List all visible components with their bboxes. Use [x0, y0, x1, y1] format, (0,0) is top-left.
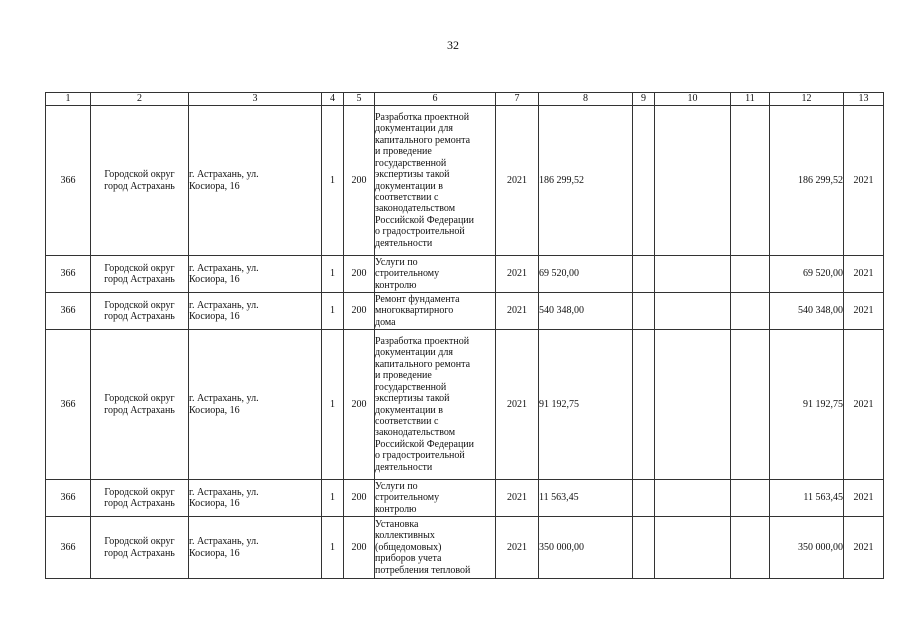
- cell-col10: [655, 330, 731, 480]
- cell-col9: [633, 330, 655, 480]
- cell-col10: [655, 517, 731, 579]
- cell-address: [189, 293, 322, 330]
- cell-number: 366: [46, 517, 91, 579]
- cell-total: 350 000,00: [770, 517, 844, 579]
- cell-col10: [655, 293, 731, 330]
- cell-municipality-line: город Астрахань: [104, 404, 175, 416]
- page-number: 32: [447, 38, 459, 52]
- cell-col5: 200: [344, 480, 375, 517]
- cell-work-type: [375, 517, 496, 579]
- cell-work-type-line: деятельности: [375, 237, 433, 249]
- cell-cost: 350 000,00: [539, 517, 633, 579]
- cell-municipality: [91, 293, 189, 330]
- cell-municipality: [91, 330, 189, 480]
- cell-address-line: Косиора, 16: [189, 180, 240, 192]
- cell-end-year: 2021: [844, 330, 884, 480]
- cell-work-type: [375, 256, 496, 293]
- cell-number: 366: [46, 293, 91, 330]
- cell-address-line: г. Астрахань, ул.: [189, 262, 259, 274]
- cell-work-type-line: многоквартирного: [375, 305, 454, 317]
- cell-address-line: Косиора, 16: [189, 274, 240, 285]
- table-row: [46, 517, 884, 579]
- cell-address-line: г. Астрахань, ул.: [189, 486, 259, 498]
- cell-col4: 1: [322, 256, 344, 293]
- cell-col5: 200: [344, 256, 375, 293]
- column-header: 3: [189, 93, 322, 106]
- cell-municipality-line: Городской округ: [104, 299, 175, 311]
- cell-work-type-line: Услуги по: [375, 480, 418, 492]
- cell-work-type-line: приборов учета: [375, 553, 442, 565]
- cell-work-type-line: капитального ремонта: [375, 358, 471, 370]
- cell-col5: 200: [344, 330, 375, 480]
- table-row: [46, 106, 884, 256]
- cell-municipality: [91, 106, 189, 256]
- cell-end-year: 2021: [844, 106, 884, 256]
- cell-year: 2021: [496, 256, 539, 293]
- cell-work-type-line: строительному: [375, 268, 440, 280]
- cell-address-line: г. Астрахань, ул.: [189, 393, 259, 405]
- cell-cost: 186 299,52: [539, 106, 633, 256]
- cell-address-line: г. Астрахань, ул.: [189, 169, 259, 181]
- cell-work-type-line: Российской Федерации: [375, 438, 475, 450]
- cell-work-type-line: документации для: [375, 123, 453, 135]
- cell-address-line: г. Астрахань, ул.: [189, 299, 259, 311]
- cell-work-type: [375, 330, 496, 480]
- cell-work-type-line: государственной: [375, 157, 447, 169]
- cell-total: 69 520,00: [770, 256, 844, 293]
- cell-total: 91 192,75: [770, 330, 844, 480]
- cell-work-type-line: соответствии с: [375, 191, 439, 203]
- table-row: [46, 480, 884, 517]
- table-body: [46, 106, 884, 579]
- cell-work-type-line: контролю: [375, 279, 417, 291]
- cell-work-type: [375, 480, 496, 517]
- cell-work-type-line: о градостроительной: [375, 450, 465, 462]
- table-row: [46, 330, 884, 480]
- cell-municipality-line: Городской округ: [104, 536, 175, 548]
- cell-col4: 1: [322, 293, 344, 330]
- cell-col10: [655, 256, 731, 293]
- cell-work-type-line: Ремонт фундамента: [375, 293, 460, 305]
- table-row: [46, 256, 884, 293]
- cell-work-type-line: экспертизы такой: [375, 169, 450, 181]
- cell-col10: [655, 480, 731, 517]
- cell-number: 366: [46, 480, 91, 517]
- cell-address: [189, 517, 322, 579]
- cell-work-type-line: и проведение: [375, 146, 432, 158]
- table-row: [46, 293, 884, 330]
- cell-number: 366: [46, 106, 91, 256]
- cell-col5: 200: [344, 293, 375, 330]
- cell-col4: 1: [322, 517, 344, 579]
- cell-work-type: [375, 106, 496, 256]
- cell-year: 2021: [496, 330, 539, 480]
- column-header: 13: [844, 93, 884, 106]
- cell-col11: [731, 256, 770, 293]
- cell-col11: [731, 293, 770, 330]
- data-table: [45, 92, 884, 579]
- cell-municipality-line: город Астрахань: [104, 274, 175, 285]
- cell-total: 186 299,52: [770, 106, 844, 256]
- cell-work-type-line: Установка: [375, 518, 419, 530]
- cell-address-line: Косиора, 16: [189, 547, 240, 559]
- cell-address-line: Косиора, 16: [189, 311, 240, 322]
- cell-col11: [731, 106, 770, 256]
- header-row: [46, 93, 884, 106]
- cell-address-line: Косиора, 16: [189, 404, 240, 416]
- cell-work-type-line: и проведение: [375, 370, 432, 382]
- cell-address-line: г. Астрахань, ул.: [189, 536, 259, 548]
- cell-address: [189, 480, 322, 517]
- cell-cost: 11 563,45: [539, 480, 633, 517]
- cell-municipality: [91, 256, 189, 293]
- cell-municipality-line: Городской округ: [104, 262, 175, 274]
- column-header: 10: [655, 93, 731, 106]
- column-header: 12: [770, 93, 844, 106]
- column-header: 6: [375, 93, 496, 106]
- cell-work-type-line: соответствии с: [375, 415, 439, 427]
- cell-work-type-line: коллективных: [375, 530, 435, 542]
- cell-municipality-line: город Астрахань: [104, 311, 175, 322]
- cell-end-year: 2021: [844, 480, 884, 517]
- cell-work-type-line: деятельности: [375, 461, 433, 473]
- cell-col4: 1: [322, 330, 344, 480]
- cell-col4: 1: [322, 480, 344, 517]
- cell-end-year: 2021: [844, 517, 884, 579]
- cell-col4: 1: [322, 106, 344, 256]
- column-header: 8: [539, 93, 633, 106]
- cell-col10: [655, 106, 731, 256]
- cell-col5: 200: [344, 517, 375, 579]
- cell-work-type-line: капитального ремонта: [375, 134, 471, 146]
- cell-work-type-line: (общедомовых): [375, 541, 442, 553]
- cell-municipality-line: город Астрахань: [104, 180, 175, 192]
- cell-work-type-line: потребления тепловой: [375, 564, 471, 576]
- cell-col11: [731, 517, 770, 579]
- cell-work-type-line: дома: [375, 316, 396, 328]
- cell-address: [189, 330, 322, 480]
- cell-municipality-line: Городской округ: [104, 169, 175, 181]
- column-header: 11: [731, 93, 770, 106]
- cell-municipality-line: город Астрахань: [104, 547, 175, 559]
- cell-work-type-line: Разработка проектной: [375, 112, 470, 124]
- cell-work-type-line: контролю: [375, 503, 417, 515]
- cell-number: 366: [46, 330, 91, 480]
- cell-year: 2021: [496, 106, 539, 256]
- column-header: 1: [46, 93, 91, 106]
- cell-cost: 69 520,00: [539, 256, 633, 293]
- cell-work-type-line: законодательством: [375, 203, 456, 215]
- cell-year: 2021: [496, 293, 539, 330]
- cell-end-year: 2021: [844, 293, 884, 330]
- cell-work-type-line: документации в: [375, 404, 443, 416]
- cell-col9: [633, 517, 655, 579]
- cell-year: 2021: [496, 517, 539, 579]
- cell-work-type-line: строительному: [375, 492, 440, 504]
- cell-year: 2021: [496, 480, 539, 517]
- column-header: 7: [496, 93, 539, 106]
- column-header: 9: [633, 93, 655, 106]
- cell-total: 11 563,45: [770, 480, 844, 517]
- cell-work-type-line: о градостроительной: [375, 226, 465, 238]
- cell-col11: [731, 330, 770, 480]
- cell-address-line: Косиора, 16: [189, 498, 240, 509]
- cell-col9: [633, 106, 655, 256]
- cell-total: 540 348,00: [770, 293, 844, 330]
- cell-work-type: [375, 293, 496, 330]
- cell-work-type-line: документации для: [375, 347, 453, 359]
- column-header: 2: [91, 93, 189, 106]
- cell-address: [189, 256, 322, 293]
- cell-number: 366: [46, 256, 91, 293]
- cell-municipality-line: Городской округ: [104, 486, 175, 498]
- cell-cost: 91 192,75: [539, 330, 633, 480]
- cell-municipality-line: город Астрахань: [104, 498, 175, 509]
- cell-work-type-line: Российской Федерации: [375, 214, 475, 226]
- cell-work-type-line: документации в: [375, 180, 443, 192]
- cell-work-type-line: экспертизы такой: [375, 393, 450, 405]
- cell-end-year: 2021: [844, 256, 884, 293]
- cell-col9: [633, 256, 655, 293]
- cell-col5: 200: [344, 106, 375, 256]
- cell-work-type-line: Разработка проектной: [375, 336, 470, 348]
- cell-municipality: [91, 480, 189, 517]
- cell-municipality-line: Городской округ: [104, 393, 175, 405]
- cell-col11: [731, 480, 770, 517]
- cell-address: [189, 106, 322, 256]
- cell-work-type-line: законодательством: [375, 427, 456, 439]
- column-header: 4: [322, 93, 344, 106]
- cell-work-type-line: государственной: [375, 381, 447, 393]
- cell-cost: 540 348,00: [539, 293, 633, 330]
- cell-work-type-line: Услуги по: [375, 256, 418, 268]
- cell-col9: [633, 293, 655, 330]
- column-header: 5: [344, 93, 375, 106]
- cell-municipality: [91, 517, 189, 579]
- cell-col9: [633, 480, 655, 517]
